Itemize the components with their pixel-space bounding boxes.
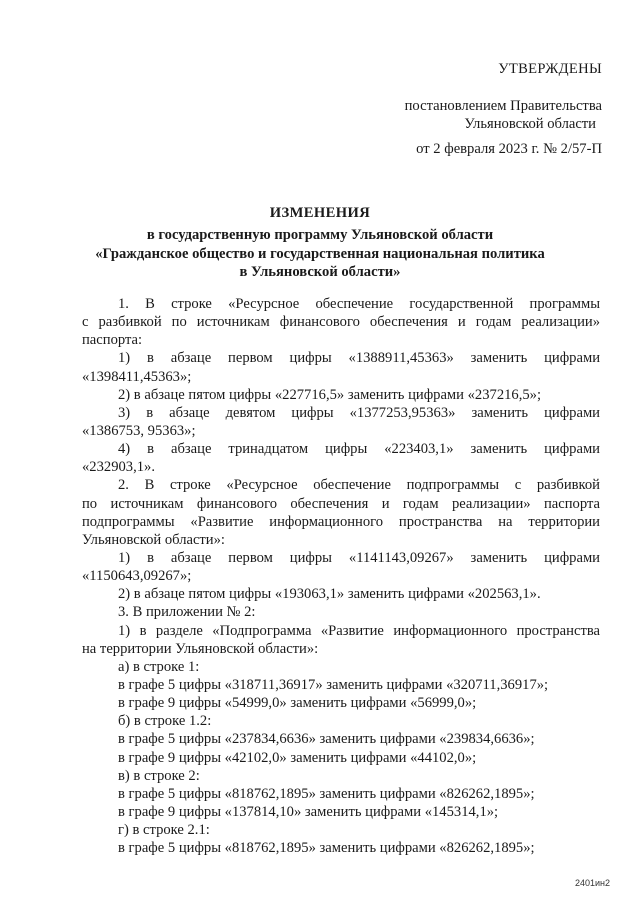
body-line: 4) в абзаце тринадцатом цифры «223403,1» заменить цифрами bbox=[118, 441, 600, 458]
subtitle-line-3: в Ульяновской области» bbox=[239, 264, 401, 281]
body-line: в графе 9 цифры «54999,0» заменить цифрами «56999,0»; bbox=[118, 695, 477, 712]
body-line: а) в строке 1: bbox=[118, 658, 200, 675]
body-line: г) в строке 2.1: bbox=[118, 822, 210, 839]
subtitle-line-2: «Гражданское общество и государственная национальная политика bbox=[95, 245, 545, 262]
subtitle-line-1: в государственную программу Ульяновской области bbox=[146, 227, 494, 243]
body-line: подпрограммы «Развитие информационного пространства на территории bbox=[82, 513, 600, 530]
document-subtitle bbox=[0, 226, 640, 282]
approval-line-2: Ульяновской области bbox=[464, 116, 596, 132]
body-line: 2) в абзаце пятом цифры «227716,5» заменить цифрами «237216,5»; bbox=[118, 386, 542, 403]
body-line: 1) в абзаце первом цифры «1388911,45363» заменить цифрами bbox=[118, 350, 600, 367]
body-line: 1. В строке «Ресурсное обеспечение государственной программы bbox=[118, 296, 600, 312]
body-line: 3. В приложении № 2: bbox=[118, 604, 256, 621]
body-line: 3) в абзаце девятом цифры «1377253,95363» заменить цифрами bbox=[118, 404, 600, 421]
body-line: в графе 9 цифры «137814,10» заменить цифрами «145314,1»; bbox=[118, 803, 499, 820]
body-line: «232903,1». bbox=[82, 459, 155, 476]
approval-title: УТВЕРЖДЕНЫ bbox=[498, 61, 602, 77]
body-line: в графе 9 цифры «42102,0» заменить цифрами «44102,0»; bbox=[118, 749, 477, 766]
body-line: 1) в разделе «Подпрограмма «Развитие информационного пространства bbox=[118, 622, 600, 639]
body-line: Ульяновской области»: bbox=[82, 531, 225, 548]
body-line: 1) в абзаце первом цифры «1141143,09267» заменить цифрами bbox=[118, 549, 600, 566]
body-line: 2) в абзаце пятом цифры «193063,1» заменить цифрами «202563,1». bbox=[118, 586, 541, 603]
body-line: «1386753, 95363»; bbox=[82, 422, 196, 439]
approval-line-1: постановлением Правительства bbox=[404, 98, 602, 114]
body-line: б) в строке 1.2: bbox=[118, 713, 212, 730]
body-line: в графе 5 цифры «818762,1895» заменить цифрами «826262,1895»; bbox=[118, 840, 535, 857]
body-line: на территории Ульяновской области»: bbox=[82, 640, 319, 657]
body-line: в графе 5 цифры «818762,1895» заменить цифрами «826262,1895»; bbox=[118, 785, 535, 802]
body-line: по источникам финансового обеспечения и годам реализации» паспорта bbox=[82, 495, 600, 512]
document-code: 2401ин2 bbox=[574, 878, 610, 888]
approval-line-3: от 2 февраля 2023 г. № 2/57-П bbox=[416, 141, 602, 157]
body-line: «1398411,45363»; bbox=[82, 368, 192, 385]
body-line: в) в строке 2: bbox=[118, 767, 200, 784]
document-title: ИЗМЕНЕНИЯ bbox=[269, 205, 371, 221]
body-line: паспорта: bbox=[82, 332, 143, 349]
body-line: 2. В строке «Ресурсное обеспечение подпрограммы с разбивкой bbox=[118, 477, 600, 494]
document-body bbox=[82, 295, 600, 857]
body-line: в графе 5 цифры «237834,6636» заменить цифрами «239834,6636»; bbox=[118, 731, 535, 748]
body-line: «1150643,09267»; bbox=[82, 568, 192, 585]
body-line: с разбивкой по источникам финансового обеспечения и годам реализации» bbox=[82, 314, 600, 331]
body-line: в графе 5 цифры «318711,36917» заменить цифрами «320711,36917»; bbox=[118, 676, 549, 693]
